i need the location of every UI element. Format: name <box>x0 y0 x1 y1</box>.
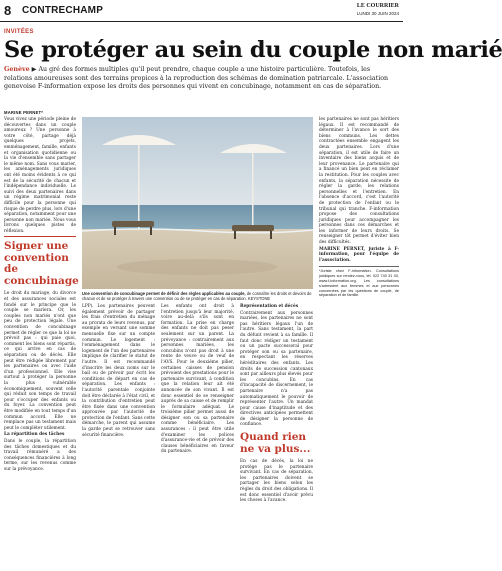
lead-text: ▶ Au gré des formes multiples qu'il peut prendre, chaque couple a une histoire particulière. Toutefois, les relations amoureuses sont des terrains propices à la reproduction des schémas de domination patriarcale. L'association genevoise F-information expose les droits des personnes qui vivent en concubinage, notamment en cas de séparation. <box>4 66 389 91</box>
column-5 <box>319 117 399 569</box>
closing-signature: MARINE PERNET, juriste à F-information, pour l'équipe de l'association. <box>319 246 399 263</box>
body-paragraph: LPP). Les partenaires peuvent également prévoir de partager les frais d'entretien du ménage au prorata de leurs revenus, par exemple en versant une somme mensuelle fixe sur un compte commun. Le logement : l'emménagement dans le logement de l'un des partenaires implique de clarifier le statut de l'autre. Il est recommandé d'inscrire les deux noms sur le bail ou de prévoir par écrit les conditions de départ en cas de séparation. Les enfants : l'autorité parentale conjointe doit être déclarée à l'état civil, et la contribution d'entretien peut être fixée dans une convention approuvée par l'autorité de protection de l'enfant. Sans cette démarche, le parent qui assume la garde peut se retrouver sans sécurité financière. <box>82 304 155 438</box>
caption-text: de connaître les droits et devoirs de chacun et de se protéger à travers une convention ou de se protéger en cas de séparation. KEYSTONE <box>82 291 312 301</box>
intro-paragraph: Vous vivez une période pleine de découvertes dans un couple amoureux ? Une personne à votre côté, partage déjà quelques projets, emménagement, famille, enfants et organisation quotidienne ou la vie d'ensemble sans partager le même nom. Sans vous marier, les aménagements juridiques ont été moins évidents à ce qui est de la sécurité de chacun et l'indépendance individuelle. Le suivi des deux partenaires dans un régime matrimonial reste difficile pour la personne qui risque de perdre plus, lors d'une séparation, notamment pour une personne non mariée. Nous vous livrons quelques pistes de réflexion. <box>4 117 76 234</box>
subheading-when-nothing-works: Quand rien ne va plus... <box>240 431 311 455</box>
issue-date: LUNDI 30 JUIN 2024 <box>356 11 399 16</box>
article-photo <box>82 117 313 289</box>
caption-bold: Une convention de concubinage permet de définir des règles applicables au couple, <box>82 291 246 296</box>
column-2 <box>82 304 155 569</box>
author-byline: MARINE PERNET* <box>4 110 44 115</box>
column-4 <box>240 304 313 569</box>
footnotes: *Juriste chez F-information. Consultations juridiques sur rendez-vous, tél. 022 740 31 00, www.f-information.org. Les consultations s'adressent aux femmes et aux personnes concernées par les questions de couple, de séparation et de famille. <box>319 266 399 298</box>
article-kicker: INVITÉES <box>4 29 34 35</box>
photo-caption <box>82 291 313 301</box>
article-lead <box>4 66 399 92</box>
divider <box>4 236 76 237</box>
column-3 <box>161 304 234 569</box>
subheading-tasks: La répartition des tâches <box>4 432 65 438</box>
section-name: CONTRECHAMP <box>22 5 104 16</box>
lead-location: Genève <box>4 66 30 73</box>
body-paragraph: Dans le couple, la répartition des tâches domestiques et du travail rémunéré a des conséquences financières à long terme, sur les revenus comme sur la prévoyance. <box>4 438 76 472</box>
subheading-representation: Représentation et décès <box>240 304 299 309</box>
article-headline: Se protéger au sein du couple non marié <box>4 37 502 63</box>
body-paragraph: En cas de décès, la loi ne protège pas le partenaire survivant. En cas de séparation, les partenaires doivent se partager les biens selon les règles du droit des obligations. Il est donc essentiel d'avoir prévu les choses à l'avance. <box>240 459 313 504</box>
subheading-convention: Signer une convention de concubinage <box>4 240 79 287</box>
body-paragraph: Le droit du mariage, du divorce et des assurances sociales est fondé sur le principe que le couple se mariera. Or, les couples non mariés n'ont que peu de protection légale. Une convention de concubinage permet de régler ce que la loi ne prévoit pas : qui paie quoi, comment les biens sont répartis, ce qui arrive en cas de séparation ou de décès. Elle peut être rédigée librement par les partenaires ou avec l'aide d'un professionnel. Elle vise surtout à protéger la personne la plus vulnérable économiquement, souvent celle qui réduit son temps de travail pour s'occuper des enfants ou du foyer. La convention peut être modifiée en tout temps d'un commun accord. Elle ne remplace pas un testament mais peut le compléter utilement. <box>4 291 76 431</box>
body-paragraph: Contrairement aux personnes mariées, les partenaires ne sont pas héritiers légaux l'un de l'autre. Sans testament, la part du défunt revient à sa famille. Il faut donc rédiger un testament ou un pacte successoral pour protéger son ou sa partenaire, en respectant les réserves héréditaires des enfants. Les droits de succession cantonaux sont par ailleurs plus élevés pour les concubins. En cas d'incapacité de discernement, le partenaire n'a pas automatiquement le pouvoir de représenter l'autre. Un mandat pour cause d'inaptitude et des directives anticipées permettent de désigner la personne de confiance. <box>240 310 313 428</box>
column-1 <box>4 117 79 569</box>
newspaper-name: LE COURRIER <box>356 3 399 9</box>
page-number: 8 <box>4 3 12 18</box>
page-header <box>0 0 403 22</box>
body-paragraph: les partenaires ne sont pas héritiers légaux. Il est recommandé de déterminer à l'avance le sort des biens communs. Les dettes contractées ensemble engagent les deux partenaires. Lors d'une séparation, il est utile de faire un inventaire des biens acquis et de leur provenance. Le partenaire qui a financé un bien peut en réclamer la restitution. Pour les couples avec enfants, la séparation nécessite de régler la garde, les relations personnelles et l'entretien. En l'absence d'accord, c'est l'autorité de protection de l'enfant ou le tribunal qui tranche. F-information propose des consultations juridiques pour accompagner les personnes dans ces démarches et les informer de leurs droits. Se renseigner tôt permet d'éviter bien des difficultés. <box>319 117 399 246</box>
body-paragraph: Les enfants ont droit à l'entretien jusqu'à leur majorité, voire au-delà s'ils sont en formation. La prise en charge des enfants ne doit pas peser seulement sur un parent. La prévoyance : contrairement aux personnes mariées, les concubins n'ont pas droit à une rente de veuve ou de veuf de l'AVS. Pour le deuxième pilier, certaines caisses de pension prévoient des prestations pour le partenaire survivant, à condition que la relation leur ait été annoncée de son vivant. Il est donc essentiel de se renseigner auprès de sa caisse et de remplir le formulaire adéquat. Le troisième pilier permet aussi de désigner son ou sa partenaire comme bénéficiaire. Les assurances : il peut être utile d'examiner les polices d'assurance-vie et de prévoir des clauses bénéficiaires en faveur du partenaire. <box>161 304 234 455</box>
